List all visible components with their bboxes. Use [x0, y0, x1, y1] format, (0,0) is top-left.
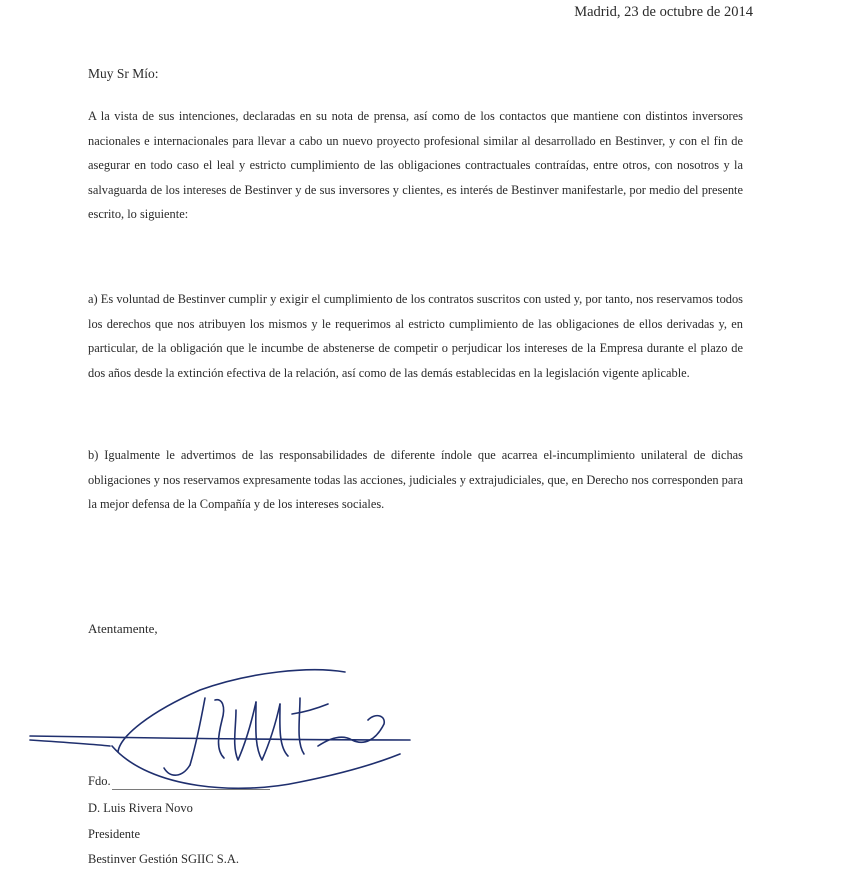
body-paragraph-a: a) Es voluntad de Bestinver cumplir y exigir el cumplimiento de los contratos suscritos con usted y, por tanto, nos reservamos todos los derechos que nos atribuyen los mismos y le requerimos al estricto cumplimiento de las obligaciones de ellos derivadas y, en particular, de la obligación que le incumbe de abstenerse de competir o perjudicar los intereses de la Empresa durante el plazo de dos años desde la extinción efectiva de la relación, así como de las demás establecidas en la legislación vigente aplicable. — [88, 292, 743, 380]
signature-line — [112, 789, 270, 790]
fdo-label: Fdo. — [88, 774, 111, 788]
handwritten-signature — [0, 650, 520, 800]
closing: Atentamente, — [88, 621, 158, 636]
signer-name: D. Luis Rivera Novo — [88, 801, 193, 815]
signer-company: Bestinver Gestión SGIIC S.A. — [88, 852, 240, 866]
body-paragraph-intro: A la vista de sus intenciones, declaradas en su nota de prensa, así como de los contactos que mantiene con distintos inversores nacionales e internacionales para llevar a cabo un nuevo proyecto profesional similar al desarrollado en Bestinver, y con el fin de asegurar en todo caso el leal y estricto cumplimiento de las obligaciones contractuales contraídas, entre otros, con nosotros y la salvaguarda de los intereses de Bestinver y de sus inversores y clientes, es interés de Bestinver manifestarle, por medio del presente escrito, lo siguiente: — [88, 109, 743, 221]
signer-role: Presidente — [88, 827, 141, 841]
salutation: Muy Sr Mío: — [88, 66, 159, 81]
body-paragraph-b: b) Igualmente le advertimos de las responsabilidades de diferente índole que acarrea el-incumplimiento unilateral de dichas obligaciones y nos reservamos expresamente todas las acciones, judiciales y extrajudiciales, que, en Derecho nos corresponden para la mejor defensa de la Compañía y de los intereses sociales. — [88, 448, 743, 511]
letter-date: Madrid, 23 de octubre de 2014 — [574, 4, 753, 20]
